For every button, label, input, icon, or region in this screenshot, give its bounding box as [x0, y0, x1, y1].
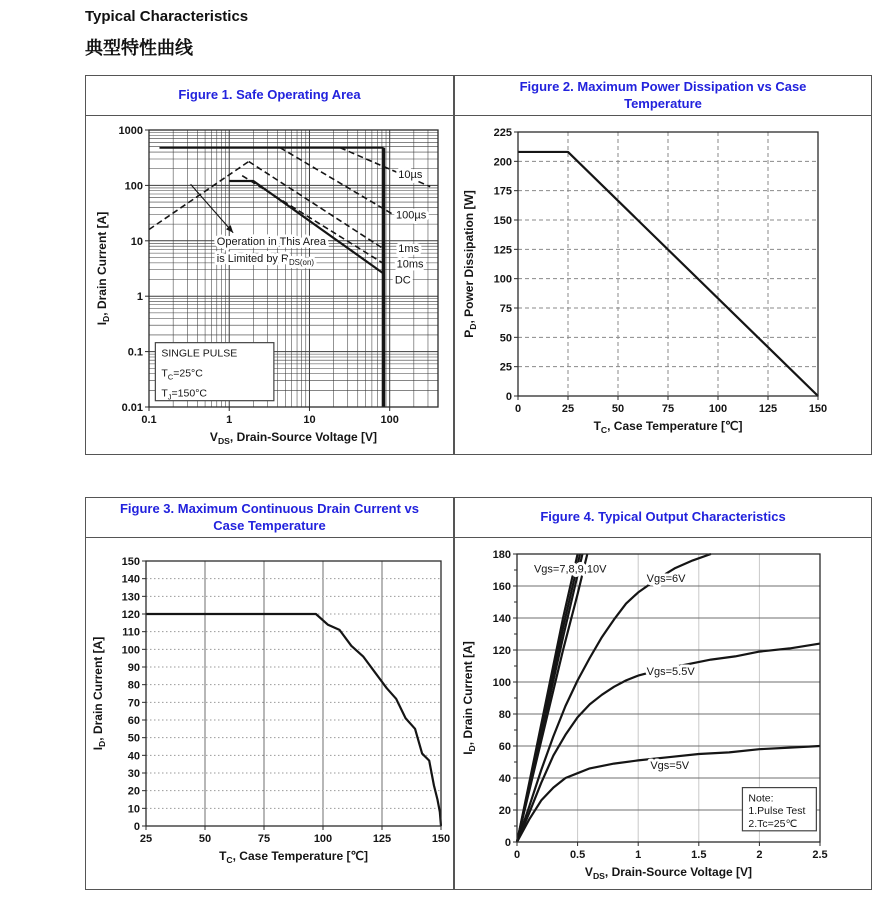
svg-text:25: 25: [499, 361, 512, 374]
svg-text:50: 50: [611, 403, 625, 415]
svg-text:140: 140: [492, 613, 511, 625]
svg-text:25: 25: [561, 403, 575, 415]
svg-text:SINGLE PULSE: SINGLE PULSE: [161, 347, 238, 360]
svg-text:100: 100: [124, 180, 143, 193]
svg-text:75: 75: [499, 303, 512, 315]
svg-text:110: 110: [122, 626, 140, 639]
svg-text:VDS, Drain-Source Voltage [V]: $V_{DS}$, Drain-Source Voltage [V]: [584, 865, 753, 881]
svg-text:1: 1: [136, 291, 143, 304]
svg-text:0.01: 0.01: [121, 402, 143, 414]
svg-text:0: 0: [505, 391, 512, 403]
svg-text:120: 120: [121, 609, 140, 621]
svg-text:30: 30: [127, 768, 140, 780]
svg-text:100: 100: [708, 403, 728, 415]
svg-text:Vgs=7,8,9,10V: Vgs=7,8,9,10V: [533, 563, 607, 576]
svg-text:175: 175: [493, 185, 512, 198]
page-title-zh: 典型特性曲线: [85, 38, 193, 58]
svg-text:0.5: 0.5: [569, 849, 586, 861]
svg-text:100: 100: [380, 414, 399, 426]
svg-text:25: 25: [139, 833, 153, 845]
svg-text:TC, Case Temperature [℃]: $T_C$, Case Temperature [℃]: [219, 849, 368, 865]
svg-text:Note:: Note:: [748, 792, 774, 805]
svg-text:125: 125: [493, 244, 512, 257]
svg-text:225: 225: [493, 127, 512, 139]
svg-text:0: 0: [133, 821, 140, 833]
svg-text:90: 90: [127, 662, 140, 674]
svg-text:Operation in This Area: Operation in This Area: [216, 235, 327, 248]
svg-text:2.5: 2.5: [812, 849, 828, 861]
annotation-layer: [534, 563, 816, 830]
svg-text:ID, Drain Current [A]: $I_D$, Drain Current [A]: [461, 641, 477, 755]
figure-4-output-characteristics-chart: [455, 538, 871, 889]
figure-2-power-dissipation-chart: [455, 116, 871, 454]
figure-4-title: Figure 4. Typical Output Characteristics: [455, 498, 871, 538]
svg-text:0: 0: [514, 403, 522, 415]
svg-text:is Limited by RDS(on): is Limited by $R_{DS(on)}$: [216, 252, 314, 267]
svg-text:1: 1: [226, 414, 233, 426]
figure-1-panel: [85, 75, 454, 455]
svg-text:180: 180: [492, 549, 511, 561]
svg-text:70: 70: [127, 697, 140, 710]
svg-text:Vgs=6V: Vgs=6V: [646, 573, 686, 585]
svg-text:100: 100: [121, 644, 140, 657]
figure-3-drain-current-chart: [86, 538, 453, 889]
svg-text:100: 100: [493, 273, 512, 286]
svg-text:0: 0: [504, 837, 511, 849]
svg-text:150: 150: [493, 215, 512, 227]
figure-4-panel: [454, 497, 872, 890]
svg-text:50: 50: [198, 833, 212, 845]
svg-text:80: 80: [127, 679, 140, 692]
svg-text:100: 100: [313, 833, 333, 845]
svg-text:50: 50: [499, 332, 512, 345]
figure-2-title: Figure 2. Maximum Power Dissipation vs Case Temperature: [455, 76, 871, 116]
svg-text:PD, Power Dissipation [W]: $P_D$, Power Dissipation [W]: [462, 190, 478, 338]
svg-text:75: 75: [661, 403, 675, 415]
figure-3-panel: [85, 497, 454, 890]
svg-text:10: 10: [130, 235, 143, 248]
svg-text:0.1: 0.1: [141, 414, 157, 426]
page-title-en: Typical Characteristics: [85, 8, 249, 25]
grid-layer: [518, 132, 818, 396]
svg-text:120: 120: [492, 645, 511, 657]
svg-text:60: 60: [127, 715, 140, 727]
svg-text:1000: 1000: [118, 125, 143, 137]
svg-text:0.1: 0.1: [127, 346, 143, 359]
svg-text:ID, Drain Current [A]: $I_D$, Drain Current [A]: [91, 636, 107, 751]
svg-text:150: 150: [121, 556, 140, 568]
svg-text:140: 140: [121, 573, 140, 586]
grid-layer: [146, 561, 441, 826]
svg-text:1: 1: [635, 849, 642, 861]
svg-text:2.Tc=25℃: 2.Tc=25℃: [748, 817, 798, 830]
svg-text:50: 50: [127, 732, 140, 745]
svg-text:150: 150: [431, 833, 451, 845]
svg-text:2: 2: [756, 849, 763, 861]
svg-text:130: 130: [121, 591, 140, 604]
svg-text:TC, Case Temperature [℃]: $T_C$, Case Temperature [℃]: [593, 419, 743, 435]
svg-text:VDS, Drain-Source Voltage [V]: $V_{DS}$, Drain-Source Voltage [V]: [209, 430, 378, 446]
svg-text:60: 60: [498, 741, 511, 753]
svg-text:40: 40: [498, 773, 511, 785]
svg-text:200: 200: [493, 156, 512, 169]
axes-layer: [462, 127, 827, 435]
svg-text:Vgs=5.5V: Vgs=5.5V: [646, 665, 695, 678]
svg-text:125: 125: [372, 833, 392, 845]
svg-text:Vgs=5V: Vgs=5V: [650, 760, 690, 773]
svg-text:40: 40: [127, 750, 140, 763]
svg-text:1ms: 1ms: [398, 243, 420, 256]
svg-text:100µs: 100µs: [396, 209, 427, 222]
svg-text:150: 150: [808, 403, 828, 415]
figure-1-soa-chart: [86, 116, 453, 454]
figure-1-title: Figure 1. Safe Operating Area: [86, 76, 453, 116]
svg-text:100: 100: [492, 677, 511, 689]
svg-text:75: 75: [257, 833, 271, 845]
svg-text:1.5: 1.5: [691, 849, 707, 861]
svg-text:DC: DC: [394, 274, 411, 287]
svg-text:0: 0: [513, 849, 521, 861]
svg-text:125: 125: [758, 403, 778, 415]
svg-text:80: 80: [498, 709, 511, 721]
figure-2-panel: [454, 75, 872, 455]
svg-text:10ms: 10ms: [396, 258, 424, 271]
axes-layer: [91, 556, 450, 865]
svg-text:10: 10: [127, 803, 140, 816]
svg-text:160: 160: [492, 581, 511, 593]
svg-text:TC=25°C: $T_C=25^\circ C$: [161, 367, 203, 382]
figure-3-title: Figure 3. Maximum Continuous Drain Current vs Case Temperature: [86, 498, 453, 538]
svg-text:TJ=150°C: $T_J=150^\circ C$: [161, 387, 207, 402]
svg-text:1.Pulse Test: 1.Pulse Test: [748, 805, 806, 818]
svg-text:10µs: 10µs: [398, 169, 423, 182]
svg-text:20: 20: [127, 785, 140, 798]
svg-text:ID, Drain Current [A]: $I_D$, Drain Current [A]: [95, 211, 111, 326]
svg-text:10: 10: [303, 414, 316, 426]
svg-text:20: 20: [498, 805, 511, 817]
